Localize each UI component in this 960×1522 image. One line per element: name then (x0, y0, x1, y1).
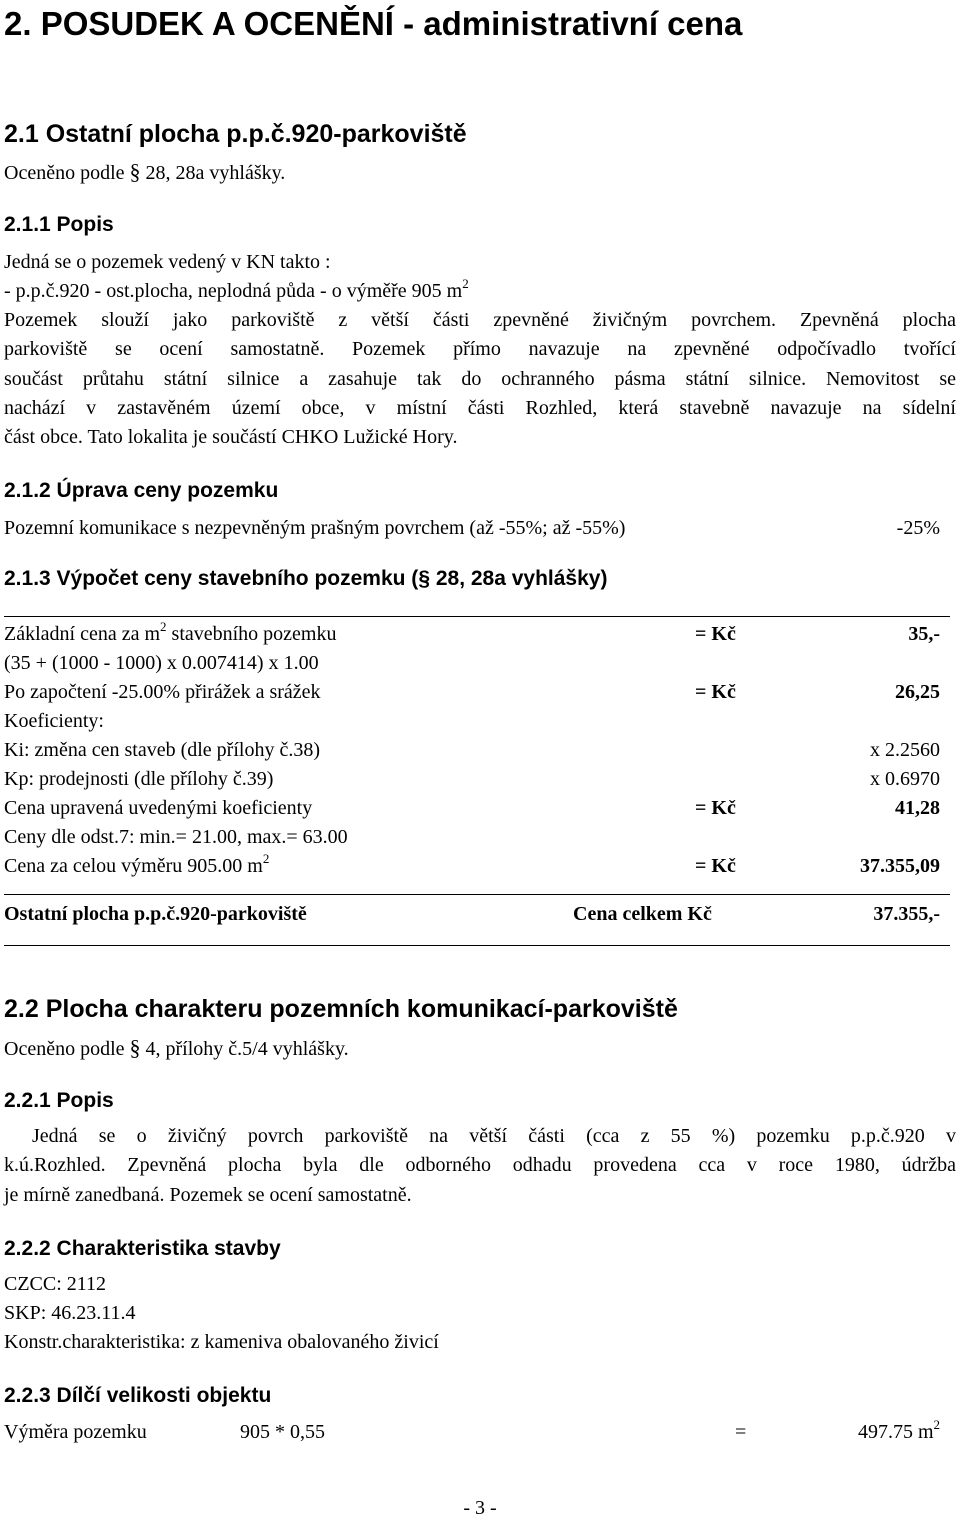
calc-celkova-pre: Cena za celou výměru 905.00 m (4, 855, 263, 877)
total-label: Ostatní plocha p.p.č.920-parkoviště (4, 903, 307, 925)
calc-zakladni-label (4, 620, 337, 648)
s213-heading-post: 28, 28a vyhlášky) (430, 567, 608, 590)
calc-po-value: 26,25 (895, 681, 940, 703)
s21-oceneno-line (4, 158, 285, 187)
s212-heading: 2.1.2 Úprava ceny pozemku (4, 479, 279, 502)
section-sign: § (129, 1035, 141, 1060)
s211-heading: 2.1.1 Popis (4, 213, 114, 236)
s211-paragraph-line: část obce. Tato lokalita je součástí CHKO Lužické Hory. (4, 426, 458, 449)
calc-upravena-label: Cena upravená uvedenými koeficienty (4, 797, 313, 819)
calc-celkova-value: 37.355,09 (860, 855, 940, 877)
s221-paragraph-line: je mírně zanedbaná. Pozemek se ocení samostatně. (4, 1183, 412, 1206)
s221-paragraph (4, 1122, 956, 1210)
s22-oceneno-line (4, 1034, 349, 1063)
page-number: - 3 - (463, 1497, 497, 1519)
s223-heading: 2.2.3 Dílčí velikosti objektu (4, 1384, 272, 1407)
section-2-1-heading: 2.1 Ostatní plocha p.p.č.920-parkoviště (4, 120, 467, 148)
konstr-line: Konstr.charakteristika: z kameniva obalovaného živicí (4, 1331, 439, 1353)
s211-line2 (4, 277, 469, 305)
s221-heading: 2.2.1 Popis (4, 1089, 114, 1112)
calc-po-label: Po započtení -25.00% přirážek a srážek (4, 681, 321, 703)
divider (4, 945, 950, 946)
s211-line2-sup: 2 (462, 276, 469, 291)
s21-oceneno-pre: Oceněno podle (4, 162, 125, 184)
vymera-eq: = (735, 1421, 747, 1443)
calc-celkova-label (4, 852, 269, 880)
s213-heading (4, 565, 607, 593)
total-mid-label: Cena celkem Kč (573, 903, 712, 925)
vymera-sup: 2 (933, 1417, 940, 1432)
calc-upravena-value: 41,28 (895, 797, 940, 819)
calc-zakladni-pre: Základní cena za m (4, 623, 161, 645)
s213-heading-pre: 2.1.3 Výpočet ceny stavebního pozemku ( (4, 567, 419, 590)
divider (4, 616, 950, 617)
calc-upravena-eq: = Kč (695, 797, 736, 819)
calc-zakladni-sup: 2 (160, 619, 167, 634)
s22-oceneno-post: 4, přílohy č.5/4 vyhlášky. (145, 1038, 349, 1060)
calc-ceny-label: Ceny dle odst.7: min.= 21.00, max.= 63.00 (4, 826, 348, 848)
divider (4, 894, 950, 895)
s22-oceneno-pre: Oceněno podle (4, 1038, 125, 1060)
s221-paragraph-line: Jedná se o živičný povrch parkoviště na větší části (cca z 55 %) pozemku p.p.č.920 v (32, 1125, 956, 1147)
s212-value: -25% (896, 517, 940, 539)
calc-zakladni-eq: = Kč (695, 623, 736, 645)
s211-paragraph-line: součást průtahu státní silnice a zasahuje tak do ochranného pásma státní silnice. Nemovitost se (4, 367, 956, 390)
calc-kp-label: Kp: prodejnosti (dle přílohy č.39) (4, 768, 274, 790)
skp-line: SKP: 46.23.11.4 (4, 1302, 136, 1324)
s21-oceneno-post: 28, 28a vyhlášky. (145, 162, 286, 184)
s211-paragraph-line: nachází v zastavěném území obce, v místní části Rozhled, která stavebně navazuje na sídelní (4, 396, 956, 419)
s211-paragraph-line: Pozemek slouží jako parkoviště z větší části zpevněné živičným povrchem. Zpevněná plocha (4, 309, 956, 331)
calc-ki-value: x 2.2560 (870, 739, 940, 761)
s211-paragraph-line: parkoviště se ocení samostatně. Pozemek přímo navazuje na zpevněné odpočívadlo tvořící (4, 338, 956, 361)
vymera-value (858, 1418, 940, 1446)
calc-zakladni-post: stavebního pozemku (166, 623, 337, 645)
calc-kp-value: x 0.6970 (870, 768, 940, 790)
s212-text: Pozemní komunikace s nezpevněným prašným povrchem (až -55%; až -55%) (4, 517, 626, 539)
calc-zakladni-value: 35,- (908, 623, 940, 645)
calc-celkova-eq: = Kč (695, 855, 736, 877)
s221-paragraph-line: k.ú.Rozhled. Zpevněná plocha byla dle odborného odhadu provedena cca v roce 1980, údržba (4, 1154, 956, 1177)
vymera-label: Výměra pozemku (4, 1421, 147, 1443)
calc-koef-label: Koeficienty: (4, 710, 104, 732)
calc-celkova-sup: 2 (262, 851, 270, 866)
calc-ki-label: Ki: změna cen staveb (dle přílohy č.38) (4, 739, 320, 761)
section-2-2-heading: 2.2 Plocha charakteru pozemních komunikací-parkoviště (4, 995, 678, 1023)
calc-formula: (35 + (1000 - 1000) x 0.007414) x 1.00 (4, 652, 319, 674)
section-sign: § (129, 159, 141, 184)
czcc-line: CZCC: 2112 (4, 1273, 107, 1295)
calc-po-eq: = Kč (695, 681, 736, 703)
page-title: 2. POSUDEK A OCENĚNÍ - administrativní cena (4, 5, 743, 42)
total-value: 37.355,- (873, 903, 940, 925)
s211-line1: Jedná se o pozemek vedený v KN takto : (4, 251, 331, 273)
vymera-value-text: 497.75 m (857, 1421, 934, 1443)
section-sign: § (418, 567, 430, 590)
s211-paragraph (4, 306, 956, 452)
s211-line2-text: - p.p.č.920 - ost.plocha, neplodná půda - o výměře 905 m (4, 280, 463, 302)
vymera-formula: 905 * 0,55 (240, 1421, 325, 1443)
s222-heading: 2.2.2 Charakteristika stavby (4, 1237, 281, 1260)
